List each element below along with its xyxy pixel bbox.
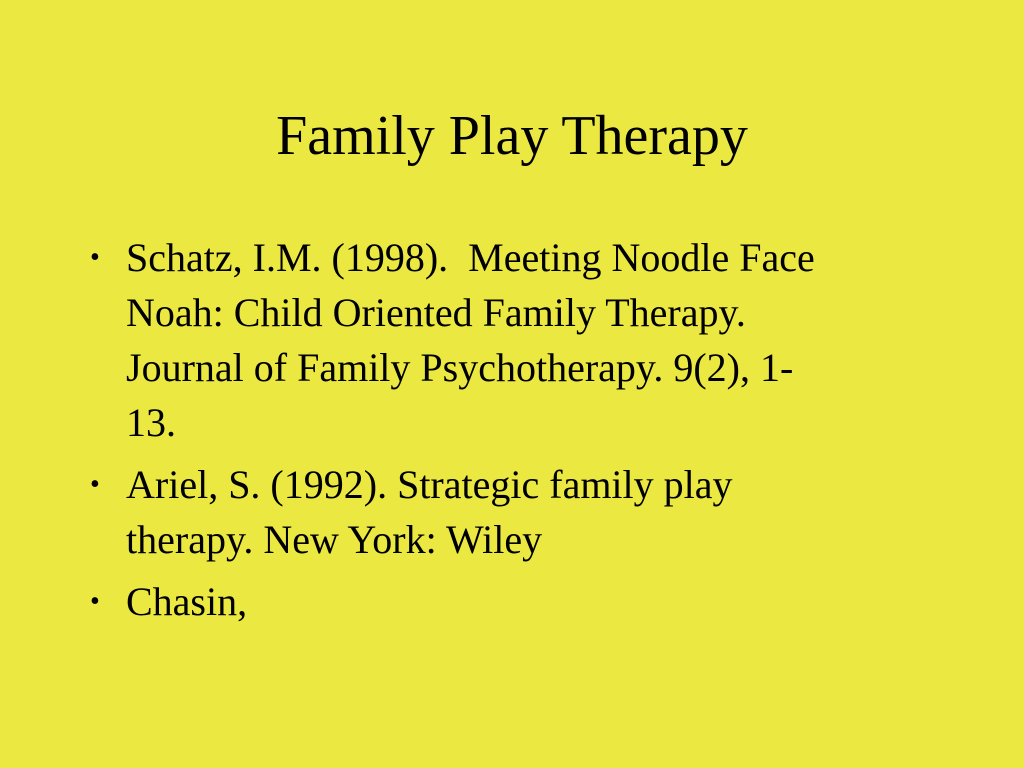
bullet-icon: •	[90, 586, 100, 617]
bullet-text-line: 13.	[126, 400, 176, 445]
bullet-item-schatz	[90, 230, 990, 450]
bullet-list	[90, 230, 990, 636]
bullet-item-chasin	[90, 574, 990, 629]
bullet-text-line: Ariel, S. (1992). Strategic family play	[126, 462, 733, 507]
bullet-text-line: Journal of Family Psychotherapy. 9(2), 1-	[126, 345, 794, 390]
slide-title: Family Play Therapy	[276, 105, 748, 167]
bullet-icon: •	[90, 242, 100, 273]
bullet-text-line: Chasin,	[126, 579, 248, 624]
bullet-item-ariel	[90, 457, 990, 567]
bullet-text-line: Schatz, I.M. (1998). Meeting Noodle Face	[126, 235, 815, 280]
bullet-icon: •	[90, 469, 100, 500]
bullet-text-line: therapy. New York: Wiley	[126, 517, 543, 562]
bullet-text-line: Noah: Child Oriented Family Therapy.	[126, 290, 746, 335]
